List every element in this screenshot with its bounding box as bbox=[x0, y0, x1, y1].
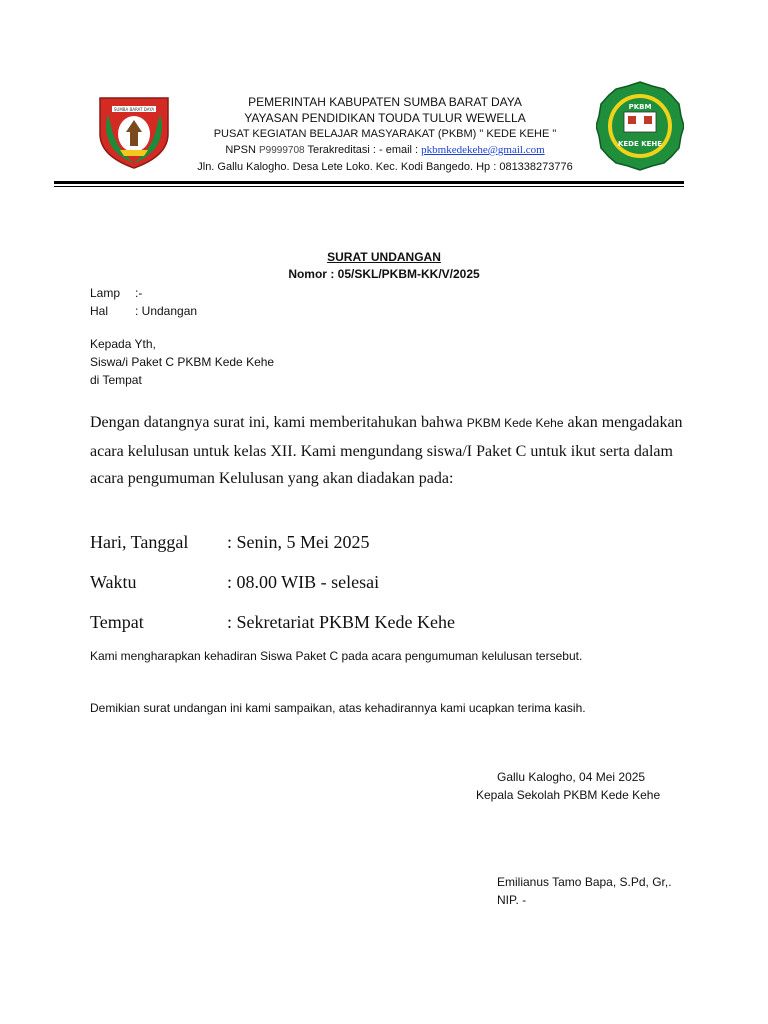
detail-day-label: Hari, Tanggal bbox=[90, 532, 189, 552]
lamp-label: Lamp bbox=[90, 286, 121, 300]
accreditation-text: Terakreditasi : - email : bbox=[307, 144, 419, 156]
header-line-government: PEMERINTAH KABUPATEN SUMBA BARAT DAYA bbox=[248, 95, 522, 109]
email-link[interactable]: pkbmkedekehe@gmail.com bbox=[421, 144, 545, 156]
detail-time-label: Waktu bbox=[90, 572, 137, 592]
header-line-foundation: YAYASAN PENDIDIKAN TOUDA TULUR WEWELLA bbox=[244, 111, 526, 125]
signature-nip: NIP. - bbox=[497, 893, 527, 907]
detail-day-row bbox=[90, 532, 370, 553]
detail-place-label: Tempat bbox=[90, 612, 144, 632]
body-text-part2: akan mengadakan acara kelulusan untuk kelas XII. Kami mengundang siswa/I Paket C untuk ikut serta dalam acara pengumuman Kelulusan yang akan diadakan pada: bbox=[90, 414, 683, 487]
recipient-greeting: Kepada Yth, bbox=[90, 337, 156, 351]
letterhead bbox=[160, 94, 610, 175]
detail-time-row bbox=[90, 572, 379, 593]
detail-day-value: : Senin, 5 Mei 2025 bbox=[227, 532, 370, 552]
hal-value: : Undangan bbox=[135, 304, 198, 318]
recipient-name: Siswa/i Paket C PKBM Kede Kehe bbox=[90, 355, 275, 369]
detail-place-row bbox=[90, 612, 455, 633]
signature-name: Emilianus Tamo Bapa, S.Pd, Gr,. bbox=[497, 875, 672, 889]
hal-label: Hal bbox=[90, 304, 109, 318]
svg-text:KEDE KEHE: KEDE KEHE bbox=[617, 140, 663, 148]
body-text-inline: PKBM Kede Kehe bbox=[466, 416, 564, 430]
signature-place-date: Gallu Kalogho, 04 Mei 2025 bbox=[497, 770, 646, 784]
svg-text:SUMBA BARAT DAYA: SUMBA BARAT DAYA bbox=[113, 107, 155, 112]
recipient-place: di Tempat bbox=[90, 373, 142, 387]
letter-number: Nomor : 05/SKL/PKBM-KK/V/2025 bbox=[288, 267, 480, 281]
npsn-value: P9999708 bbox=[258, 145, 305, 156]
letterhead-rule-thin bbox=[54, 186, 684, 187]
header-address: Jln. Gallu Kalogho. Desa Lete Loko. Kec. Kodi Bangedo. Hp : 081338273776 bbox=[197, 161, 573, 173]
header-line-pkbm: PUSAT KEGIATAN BELAJAR MASYARAKAT (PKBM) " KEDE KEHE " bbox=[213, 128, 557, 140]
detail-time-value: : 08.00 WIB - selesai bbox=[227, 572, 380, 592]
lamp-row bbox=[90, 284, 142, 302]
svg-text:PKBM: PKBM bbox=[628, 103, 652, 111]
npsn-label: NPSN bbox=[225, 144, 256, 156]
body-paragraph bbox=[90, 409, 690, 493]
signature-position: Kepala Sekolah PKBM Kede Kehe bbox=[476, 788, 661, 802]
closing-sentence: Demikian surat undangan ini kami sampaikan, atas kehadirannya kami ucapkan terima kasih. bbox=[90, 701, 586, 715]
letterhead-rule-thick bbox=[54, 181, 684, 184]
hope-sentence: Kami mengharapkan kehadiran Siswa Paket C pada acara pengumuman kelulusan tersebut. bbox=[90, 649, 583, 663]
body-text-part1: Dengan datangnya surat ini, kami memberitahukan bahwa bbox=[90, 414, 467, 431]
header-line-npsn bbox=[160, 142, 610, 159]
lamp-value: :- bbox=[135, 286, 143, 300]
letter-title: SURAT UNDANGAN bbox=[327, 250, 441, 264]
detail-place-value: : Sekretariat PKBM Kede Kehe bbox=[227, 612, 455, 632]
hal-row bbox=[90, 302, 197, 320]
recipient-block bbox=[90, 335, 274, 389]
